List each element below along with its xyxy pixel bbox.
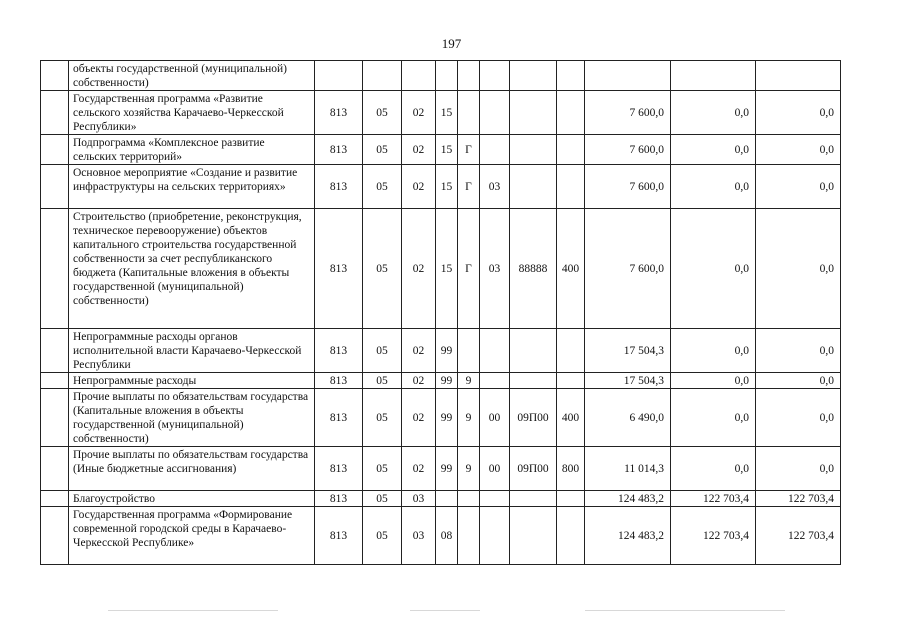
subsection-cell: 02	[402, 329, 436, 373]
program-cell	[436, 491, 458, 507]
expense-type-cell	[557, 61, 585, 91]
table-row	[41, 491, 841, 507]
amount-year-1-cell: 7 600,0	[585, 209, 671, 329]
table-row	[41, 389, 841, 447]
ministry-cell: 813	[315, 373, 363, 389]
subprogram-cell: 9	[458, 373, 480, 389]
section-cell: 05	[363, 507, 402, 565]
direction-cell	[510, 91, 557, 135]
table-row	[41, 507, 841, 565]
item-name-cell: Непрограммные расходы	[69, 373, 315, 389]
direction-cell	[510, 507, 557, 565]
program-cell: 15	[436, 91, 458, 135]
program-cell: 08	[436, 507, 458, 565]
item-name-cell: Благоустройство	[69, 491, 315, 507]
expense-type-cell	[557, 135, 585, 165]
item-name-cell: Непрограммные расходы органов исполнительной власти Карачаево-Черкесской Республики	[69, 329, 315, 373]
section-cell: 05	[363, 329, 402, 373]
direction-cell	[510, 61, 557, 91]
subprogram-cell: Г	[458, 135, 480, 165]
subsection-cell: 02	[402, 447, 436, 491]
ministry-cell: 813	[315, 209, 363, 329]
amount-year-2-cell: 122 703,4	[671, 507, 756, 565]
direction-cell: 88888	[510, 209, 557, 329]
direction-cell	[510, 135, 557, 165]
amount-year-1-cell: 11 014,3	[585, 447, 671, 491]
subsection-cell: 02	[402, 389, 436, 447]
event-cell: 03	[480, 165, 510, 209]
amount-year-3-cell: 122 703,4	[756, 507, 841, 565]
item-name-cell: Подпрограмма «Комплексное развитие сельских территорий»	[69, 135, 315, 165]
section-cell: 05	[363, 135, 402, 165]
row-index-cell	[41, 373, 69, 389]
expense-type-cell: 400	[557, 389, 585, 447]
row-index-cell	[41, 447, 69, 491]
row-index-cell	[41, 507, 69, 565]
subprogram-cell: Г	[458, 209, 480, 329]
item-name-cell: Основное мероприятие «Создание и развитие инфраструктуры на сельских территориях»	[69, 165, 315, 209]
amount-year-3-cell: 0,0	[756, 209, 841, 329]
footer-rule	[585, 610, 785, 611]
subsection-cell: 02	[402, 165, 436, 209]
program-cell: 99	[436, 373, 458, 389]
ministry-cell: 813	[315, 91, 363, 135]
program-cell: 99	[436, 389, 458, 447]
event-cell	[480, 507, 510, 565]
event-cell	[480, 91, 510, 135]
row-index-cell	[41, 165, 69, 209]
expense-type-cell	[557, 165, 585, 209]
expense-type-cell	[557, 329, 585, 373]
expense-type-cell: 400	[557, 209, 585, 329]
item-name-cell: Прочие выплаты по обязательствам государства (Капитальные вложения в объекты государственной (муниципальной) собственности)	[69, 389, 315, 447]
section-cell: 05	[363, 91, 402, 135]
page-number: 197	[441, 36, 462, 51]
subprogram-cell: 9	[458, 447, 480, 491]
table-row	[41, 135, 841, 165]
program-cell: 15	[436, 209, 458, 329]
amount-year-3-cell: 0,0	[756, 165, 841, 209]
expense-type-cell	[557, 91, 585, 135]
amount-year-3-cell: 0,0	[756, 91, 841, 135]
amount-year-1-cell	[585, 61, 671, 91]
subprogram-cell	[458, 329, 480, 373]
subsection-cell: 02	[402, 135, 436, 165]
amount-year-3-cell: 0,0	[756, 389, 841, 447]
amount-year-2-cell: 0,0	[671, 165, 756, 209]
amount-year-2-cell	[671, 61, 756, 91]
budget-table	[40, 60, 841, 565]
event-cell: 03	[480, 209, 510, 329]
subsection-cell: 03	[402, 507, 436, 565]
amount-year-2-cell: 122 703,4	[671, 491, 756, 507]
subsection-cell: 02	[402, 209, 436, 329]
subprogram-cell	[458, 491, 480, 507]
amount-year-2-cell: 0,0	[671, 135, 756, 165]
amount-year-1-cell: 7 600,0	[585, 165, 671, 209]
amount-year-2-cell: 0,0	[671, 447, 756, 491]
event-cell	[480, 373, 510, 389]
amount-year-1-cell: 17 504,3	[585, 329, 671, 373]
program-cell: 15	[436, 165, 458, 209]
event-cell: 00	[480, 389, 510, 447]
ministry-cell: 813	[315, 329, 363, 373]
direction-cell	[510, 491, 557, 507]
row-index-cell	[41, 329, 69, 373]
row-index-cell	[41, 389, 69, 447]
event-cell	[480, 61, 510, 91]
section-cell: 05	[363, 389, 402, 447]
direction-cell	[510, 373, 557, 389]
row-index-cell	[41, 135, 69, 165]
ministry-cell: 813	[315, 507, 363, 565]
program-cell: 99	[436, 329, 458, 373]
amount-year-3-cell	[756, 61, 841, 91]
subsection-cell: 02	[402, 373, 436, 389]
program-cell	[436, 61, 458, 91]
amount-year-1-cell: 124 483,2	[585, 507, 671, 565]
row-index-cell	[41, 491, 69, 507]
table-row	[41, 373, 841, 389]
subsection-cell	[402, 61, 436, 91]
direction-cell	[510, 165, 557, 209]
table-row	[41, 209, 841, 329]
program-cell: 99	[436, 447, 458, 491]
direction-cell: 09П00	[510, 389, 557, 447]
table-row	[41, 447, 841, 491]
event-cell: 00	[480, 447, 510, 491]
subsection-cell: 02	[402, 91, 436, 135]
amount-year-3-cell: 0,0	[756, 135, 841, 165]
item-name-cell: Строительство (приобретение, реконструкция, техническое перевооружение) объектов капитального строительства государственной собственности за счет республиканского бюджета (Капитальные вложения в объекты государственной (муниципальной) собственности)	[69, 209, 315, 329]
item-name-cell: объекты государственной (муниципальной) собственности)	[69, 61, 315, 91]
footer-rule	[410, 610, 480, 611]
event-cell	[480, 135, 510, 165]
amount-year-3-cell: 122 703,4	[756, 491, 841, 507]
expense-type-cell	[557, 507, 585, 565]
row-index-cell	[41, 91, 69, 135]
table-row	[41, 91, 841, 135]
item-name-cell: Прочие выплаты по обязательствам государства (Иные бюджетные ассигнования)	[69, 447, 315, 491]
section-cell: 05	[363, 209, 402, 329]
subprogram-cell	[458, 61, 480, 91]
row-index-cell	[41, 61, 69, 91]
table-row	[41, 329, 841, 373]
event-cell	[480, 329, 510, 373]
amount-year-1-cell: 124 483,2	[585, 491, 671, 507]
ministry-cell: 813	[315, 491, 363, 507]
ministry-cell: 813	[315, 389, 363, 447]
amount-year-3-cell: 0,0	[756, 329, 841, 373]
amount-year-3-cell: 0,0	[756, 373, 841, 389]
ministry-cell: 813	[315, 165, 363, 209]
amount-year-1-cell: 7 600,0	[585, 91, 671, 135]
amount-year-1-cell: 17 504,3	[585, 373, 671, 389]
subsection-cell: 03	[402, 491, 436, 507]
direction-cell	[510, 329, 557, 373]
amount-year-2-cell: 0,0	[671, 209, 756, 329]
subprogram-cell: 9	[458, 389, 480, 447]
row-index-cell	[41, 209, 69, 329]
subprogram-cell	[458, 507, 480, 565]
amount-year-2-cell: 0,0	[671, 373, 756, 389]
section-cell: 05	[363, 447, 402, 491]
section-cell: 05	[363, 491, 402, 507]
amount-year-2-cell: 0,0	[671, 91, 756, 135]
amount-year-3-cell: 0,0	[756, 447, 841, 491]
expense-type-cell: 800	[557, 447, 585, 491]
expense-type-cell	[557, 373, 585, 389]
table-row	[41, 61, 841, 91]
section-cell: 05	[363, 373, 402, 389]
event-cell	[480, 491, 510, 507]
table-row	[41, 165, 841, 209]
subprogram-cell	[458, 91, 480, 135]
amount-year-1-cell: 6 490,0	[585, 389, 671, 447]
amount-year-2-cell: 0,0	[671, 329, 756, 373]
item-name-cell: Государственная программа «Формирование современной городской среды в Карачаево-Черкесской Республике»	[69, 507, 315, 565]
amount-year-1-cell: 7 600,0	[585, 135, 671, 165]
section-cell	[363, 61, 402, 91]
expense-type-cell	[557, 491, 585, 507]
ministry-cell: 813	[315, 135, 363, 165]
section-cell: 05	[363, 165, 402, 209]
item-name-cell: Государственная программа «Развитие сельского хозяйства Карачаево-Черкесской Республики»	[69, 91, 315, 135]
direction-cell: 09П00	[510, 447, 557, 491]
ministry-cell	[315, 61, 363, 91]
subprogram-cell: Г	[458, 165, 480, 209]
program-cell: 15	[436, 135, 458, 165]
ministry-cell: 813	[315, 447, 363, 491]
footer-rule	[108, 610, 278, 611]
amount-year-2-cell: 0,0	[671, 389, 756, 447]
